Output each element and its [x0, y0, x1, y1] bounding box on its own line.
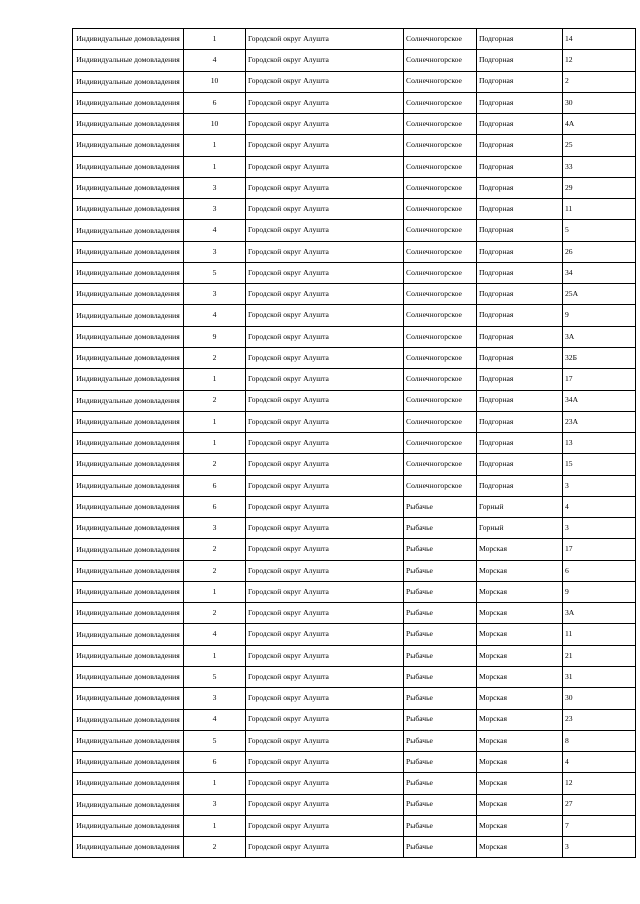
cell-district: Городской округ Алушта	[246, 114, 404, 135]
table-row	[73, 305, 636, 326]
cell-street: Морская	[477, 794, 563, 815]
cell-count: 6	[184, 475, 246, 496]
cell-count: 1	[184, 815, 246, 836]
cell-type: Индивидуальные домовладения	[73, 284, 184, 305]
cell-settlement: Солнечногорское	[404, 475, 477, 496]
cell-district: Городской округ Алушта	[246, 241, 404, 262]
household-table-body	[73, 29, 636, 858]
cell-street: Подгорная	[477, 29, 563, 50]
table-row	[73, 730, 636, 751]
table-row	[73, 114, 636, 135]
cell-count: 3	[184, 688, 246, 709]
table-row	[73, 496, 636, 517]
cell-district: Городской округ Алушта	[246, 666, 404, 687]
cell-district: Городской округ Алушта	[246, 496, 404, 517]
cell-settlement: Солнечногорское	[404, 454, 477, 475]
household-table	[72, 28, 636, 858]
cell-house: 32Б	[563, 347, 636, 368]
cell-count: 1	[184, 773, 246, 794]
cell-count: 4	[184, 305, 246, 326]
cell-house: 6	[563, 560, 636, 581]
cell-count: 4	[184, 50, 246, 71]
cell-district: Городской округ Алушта	[246, 433, 404, 454]
cell-count: 1	[184, 645, 246, 666]
cell-district: Городской округ Алушта	[246, 688, 404, 709]
cell-type: Индивидуальные домовладения	[73, 156, 184, 177]
cell-district: Городской округ Алушта	[246, 518, 404, 539]
cell-settlement: Солнечногорское	[404, 177, 477, 198]
cell-district: Городской округ Алушта	[246, 71, 404, 92]
cell-street: Морская	[477, 752, 563, 773]
cell-type: Индивидуальные домовладения	[73, 114, 184, 135]
cell-type: Индивидуальные домовладения	[73, 581, 184, 602]
cell-street: Морская	[477, 666, 563, 687]
cell-house: 13	[563, 433, 636, 454]
cell-street: Морская	[477, 688, 563, 709]
table-row	[73, 284, 636, 305]
cell-settlement: Солнечногорское	[404, 50, 477, 71]
cell-street: Подгорная	[477, 241, 563, 262]
cell-district: Городской округ Алушта	[246, 837, 404, 858]
cell-count: 9	[184, 326, 246, 347]
cell-settlement: Солнечногорское	[404, 433, 477, 454]
table-row	[73, 390, 636, 411]
cell-count: 6	[184, 92, 246, 113]
cell-street: Морская	[477, 603, 563, 624]
table-row	[73, 411, 636, 432]
cell-district: Городской округ Алушта	[246, 199, 404, 220]
cell-house: 31	[563, 666, 636, 687]
cell-district: Городской округ Алушта	[246, 709, 404, 730]
cell-settlement: Рыбачье	[404, 603, 477, 624]
table-row	[73, 71, 636, 92]
cell-settlement: Солнечногорское	[404, 220, 477, 241]
cell-district: Городской округ Алушта	[246, 773, 404, 794]
cell-count: 3	[184, 199, 246, 220]
cell-settlement: Рыбачье	[404, 794, 477, 815]
cell-district: Городской округ Алушта	[246, 624, 404, 645]
cell-count: 1	[184, 369, 246, 390]
cell-type: Индивидуальные домовладения	[73, 199, 184, 220]
cell-district: Городской округ Алушта	[246, 220, 404, 241]
cell-type: Индивидуальные домовладения	[73, 475, 184, 496]
table-row	[73, 539, 636, 560]
cell-settlement: Рыбачье	[404, 560, 477, 581]
cell-settlement: Солнечногорское	[404, 92, 477, 113]
cell-house: 34	[563, 262, 636, 283]
cell-settlement: Солнечногорское	[404, 369, 477, 390]
cell-house: 12	[563, 50, 636, 71]
cell-street: Подгорная	[477, 50, 563, 71]
cell-house: 3А	[563, 326, 636, 347]
cell-type: Индивидуальные домовладения	[73, 645, 184, 666]
table-row	[73, 518, 636, 539]
cell-count: 2	[184, 347, 246, 368]
cell-type: Индивидуальные домовладения	[73, 262, 184, 283]
cell-street: Подгорная	[477, 411, 563, 432]
cell-count: 10	[184, 71, 246, 92]
cell-settlement: Солнечногорское	[404, 305, 477, 326]
cell-count: 10	[184, 114, 246, 135]
cell-street: Морская	[477, 709, 563, 730]
table-row	[73, 156, 636, 177]
table-row	[73, 581, 636, 602]
cell-street: Морская	[477, 837, 563, 858]
cell-count: 4	[184, 709, 246, 730]
cell-street: Морская	[477, 815, 563, 836]
cell-street: Горный	[477, 496, 563, 517]
cell-house: 26	[563, 241, 636, 262]
cell-count: 3	[184, 241, 246, 262]
cell-street: Подгорная	[477, 92, 563, 113]
cell-type: Индивидуальные домовладения	[73, 624, 184, 645]
cell-settlement: Солнечногорское	[404, 262, 477, 283]
cell-house: 8	[563, 730, 636, 751]
cell-count: 3	[184, 794, 246, 815]
cell-count: 6	[184, 496, 246, 517]
cell-house: 23	[563, 709, 636, 730]
cell-house: 2	[563, 71, 636, 92]
cell-house: 3А	[563, 603, 636, 624]
table-row	[73, 645, 636, 666]
cell-house: 11	[563, 624, 636, 645]
cell-settlement: Рыбачье	[404, 581, 477, 602]
table-row	[73, 177, 636, 198]
cell-type: Индивидуальные домовладения	[73, 50, 184, 71]
table-row	[73, 50, 636, 71]
cell-street: Морская	[477, 539, 563, 560]
cell-settlement: Рыбачье	[404, 709, 477, 730]
cell-type: Индивидуальные домовладения	[73, 29, 184, 50]
cell-street: Подгорная	[477, 199, 563, 220]
cell-count: 2	[184, 539, 246, 560]
cell-district: Городской округ Алушта	[246, 326, 404, 347]
cell-district: Городской округ Алушта	[246, 539, 404, 560]
cell-type: Индивидуальные домовладения	[73, 603, 184, 624]
cell-settlement: Солнечногорское	[404, 411, 477, 432]
cell-street: Подгорная	[477, 347, 563, 368]
table-row	[73, 603, 636, 624]
table-row	[73, 199, 636, 220]
cell-type: Индивидуальные домовладения	[73, 326, 184, 347]
cell-settlement: Рыбачье	[404, 730, 477, 751]
table-row	[73, 624, 636, 645]
cell-street: Подгорная	[477, 156, 563, 177]
table-row	[73, 560, 636, 581]
cell-district: Городской округ Алушта	[246, 815, 404, 836]
cell-count: 2	[184, 454, 246, 475]
cell-settlement: Рыбачье	[404, 815, 477, 836]
cell-settlement: Солнечногорское	[404, 284, 477, 305]
cell-type: Индивидуальные домовладения	[73, 794, 184, 815]
cell-count: 5	[184, 730, 246, 751]
cell-street: Подгорная	[477, 475, 563, 496]
cell-count: 3	[184, 177, 246, 198]
cell-house: 3	[563, 837, 636, 858]
cell-count: 1	[184, 156, 246, 177]
cell-district: Городской округ Алушта	[246, 603, 404, 624]
cell-house: 33	[563, 156, 636, 177]
cell-type: Индивидуальные домовладения	[73, 752, 184, 773]
cell-street: Морская	[477, 560, 563, 581]
cell-type: Индивидуальные домовладения	[73, 135, 184, 156]
table-row	[73, 475, 636, 496]
cell-house: 11	[563, 199, 636, 220]
cell-street: Морская	[477, 581, 563, 602]
cell-house: 4	[563, 496, 636, 517]
table-row	[73, 29, 636, 50]
cell-street: Морская	[477, 773, 563, 794]
cell-district: Городской округ Алушта	[246, 475, 404, 496]
cell-type: Индивидуальные домовладения	[73, 518, 184, 539]
cell-street: Морская	[477, 624, 563, 645]
cell-settlement: Солнечногорское	[404, 135, 477, 156]
table-row	[73, 837, 636, 858]
cell-street: Подгорная	[477, 305, 563, 326]
table-row	[73, 262, 636, 283]
cell-settlement: Солнечногорское	[404, 29, 477, 50]
cell-count: 4	[184, 220, 246, 241]
table-row	[73, 688, 636, 709]
cell-house: 4	[563, 752, 636, 773]
cell-house: 27	[563, 794, 636, 815]
cell-type: Индивидуальные домовладения	[73, 837, 184, 858]
cell-street: Подгорная	[477, 177, 563, 198]
cell-house: 3	[563, 518, 636, 539]
cell-type: Индивидуальные домовладения	[73, 220, 184, 241]
cell-house: 30	[563, 688, 636, 709]
cell-street: Подгорная	[477, 262, 563, 283]
cell-street: Подгорная	[477, 433, 563, 454]
cell-count: 1	[184, 135, 246, 156]
cell-settlement: Рыбачье	[404, 539, 477, 560]
cell-house: 25	[563, 135, 636, 156]
cell-type: Индивидуальные домовладения	[73, 815, 184, 836]
cell-settlement: Рыбачье	[404, 518, 477, 539]
table-row	[73, 454, 636, 475]
cell-count: 3	[184, 284, 246, 305]
table-row	[73, 347, 636, 368]
cell-district: Городской округ Алушта	[246, 284, 404, 305]
cell-count: 6	[184, 752, 246, 773]
cell-type: Индивидуальные домовладения	[73, 666, 184, 687]
cell-settlement: Рыбачье	[404, 773, 477, 794]
cell-district: Городской округ Алушта	[246, 645, 404, 666]
cell-settlement: Солнечногорское	[404, 326, 477, 347]
cell-house: 9	[563, 305, 636, 326]
cell-settlement: Солнечногорское	[404, 390, 477, 411]
cell-type: Индивидуальные домовладения	[73, 539, 184, 560]
cell-settlement: Рыбачье	[404, 752, 477, 773]
table-row	[73, 666, 636, 687]
cell-district: Городской округ Алушта	[246, 730, 404, 751]
cell-street: Подгорная	[477, 114, 563, 135]
table-row	[73, 709, 636, 730]
cell-street: Подгорная	[477, 369, 563, 390]
cell-type: Индивидуальные домовладения	[73, 177, 184, 198]
cell-street: Горный	[477, 518, 563, 539]
cell-house: 23А	[563, 411, 636, 432]
cell-settlement: Рыбачье	[404, 624, 477, 645]
cell-type: Индивидуальные домовладения	[73, 688, 184, 709]
cell-street: Подгорная	[477, 326, 563, 347]
cell-district: Городской округ Алушта	[246, 581, 404, 602]
table-row	[73, 369, 636, 390]
cell-type: Индивидуальные домовладения	[73, 730, 184, 751]
cell-street: Подгорная	[477, 390, 563, 411]
cell-district: Городской округ Алушта	[246, 347, 404, 368]
cell-street: Подгорная	[477, 220, 563, 241]
table-row	[73, 135, 636, 156]
cell-settlement: Рыбачье	[404, 688, 477, 709]
cell-house: 4А	[563, 114, 636, 135]
table-row	[73, 752, 636, 773]
cell-house: 15	[563, 454, 636, 475]
cell-street: Подгорная	[477, 454, 563, 475]
cell-count: 4	[184, 624, 246, 645]
cell-type: Индивидуальные домовладения	[73, 433, 184, 454]
cell-count: 1	[184, 411, 246, 432]
cell-district: Городской округ Алушта	[246, 262, 404, 283]
cell-settlement: Солнечногорское	[404, 114, 477, 135]
cell-count: 1	[184, 29, 246, 50]
cell-type: Индивидуальные домовладения	[73, 241, 184, 262]
cell-type: Индивидуальные домовладения	[73, 347, 184, 368]
cell-house: 17	[563, 369, 636, 390]
cell-count: 5	[184, 666, 246, 687]
cell-district: Городской округ Алушта	[246, 50, 404, 71]
cell-house: 17	[563, 539, 636, 560]
cell-count: 2	[184, 560, 246, 581]
cell-house: 9	[563, 581, 636, 602]
cell-street: Подгорная	[477, 284, 563, 305]
cell-district: Городской округ Алушта	[246, 177, 404, 198]
cell-house: 14	[563, 29, 636, 50]
cell-type: Индивидуальные домовладения	[73, 71, 184, 92]
cell-street: Подгорная	[477, 71, 563, 92]
cell-house: 21	[563, 645, 636, 666]
cell-house: 25А	[563, 284, 636, 305]
cell-district: Городской округ Алушта	[246, 135, 404, 156]
cell-type: Индивидуальные домовладения	[73, 390, 184, 411]
cell-house: 7	[563, 815, 636, 836]
cell-type: Индивидуальные домовладения	[73, 411, 184, 432]
table-row	[73, 815, 636, 836]
cell-district: Городской округ Алушта	[246, 92, 404, 113]
cell-house: 5	[563, 220, 636, 241]
cell-district: Городской округ Алушта	[246, 29, 404, 50]
table-row	[73, 326, 636, 347]
table-row	[73, 794, 636, 815]
cell-district: Городской округ Алушта	[246, 305, 404, 326]
cell-house: 34А	[563, 390, 636, 411]
cell-settlement: Солнечногорское	[404, 156, 477, 177]
cell-type: Индивидуальные домовладения	[73, 709, 184, 730]
cell-type: Индивидуальные домовладения	[73, 369, 184, 390]
cell-district: Городской округ Алушта	[246, 156, 404, 177]
cell-count: 1	[184, 581, 246, 602]
cell-settlement: Рыбачье	[404, 645, 477, 666]
cell-house: 30	[563, 92, 636, 113]
cell-district: Городской округ Алушта	[246, 752, 404, 773]
table-row	[73, 773, 636, 794]
table-row	[73, 433, 636, 454]
table-row	[73, 241, 636, 262]
cell-settlement: Солнечногорское	[404, 199, 477, 220]
cell-type: Индивидуальные домовладения	[73, 454, 184, 475]
cell-count: 2	[184, 837, 246, 858]
cell-count: 2	[184, 603, 246, 624]
cell-count: 1	[184, 433, 246, 454]
cell-district: Городской округ Алушта	[246, 411, 404, 432]
cell-house: 3	[563, 475, 636, 496]
cell-house: 29	[563, 177, 636, 198]
table-row	[73, 92, 636, 113]
cell-type: Индивидуальные домовладения	[73, 305, 184, 326]
cell-district: Городской округ Алушта	[246, 794, 404, 815]
cell-district: Городской округ Алушта	[246, 454, 404, 475]
cell-district: Городской округ Алушта	[246, 390, 404, 411]
cell-street: Подгорная	[477, 135, 563, 156]
cell-street: Морская	[477, 730, 563, 751]
cell-settlement: Рыбачье	[404, 837, 477, 858]
cell-count: 3	[184, 518, 246, 539]
cell-district: Городской округ Алушта	[246, 369, 404, 390]
cell-settlement: Солнечногорское	[404, 241, 477, 262]
cell-type: Индивидуальные домовладения	[73, 496, 184, 517]
cell-type: Индивидуальные домовладения	[73, 560, 184, 581]
cell-settlement: Рыбачье	[404, 666, 477, 687]
cell-count: 5	[184, 262, 246, 283]
cell-settlement: Солнечногорское	[404, 71, 477, 92]
cell-house: 12	[563, 773, 636, 794]
cell-type: Индивидуальные домовладения	[73, 773, 184, 794]
cell-street: Морская	[477, 645, 563, 666]
cell-type: Индивидуальные домовладения	[73, 92, 184, 113]
cell-settlement: Солнечногорское	[404, 347, 477, 368]
cell-count: 2	[184, 390, 246, 411]
cell-district: Городской округ Алушта	[246, 560, 404, 581]
cell-settlement: Рыбачье	[404, 496, 477, 517]
table-row	[73, 220, 636, 241]
